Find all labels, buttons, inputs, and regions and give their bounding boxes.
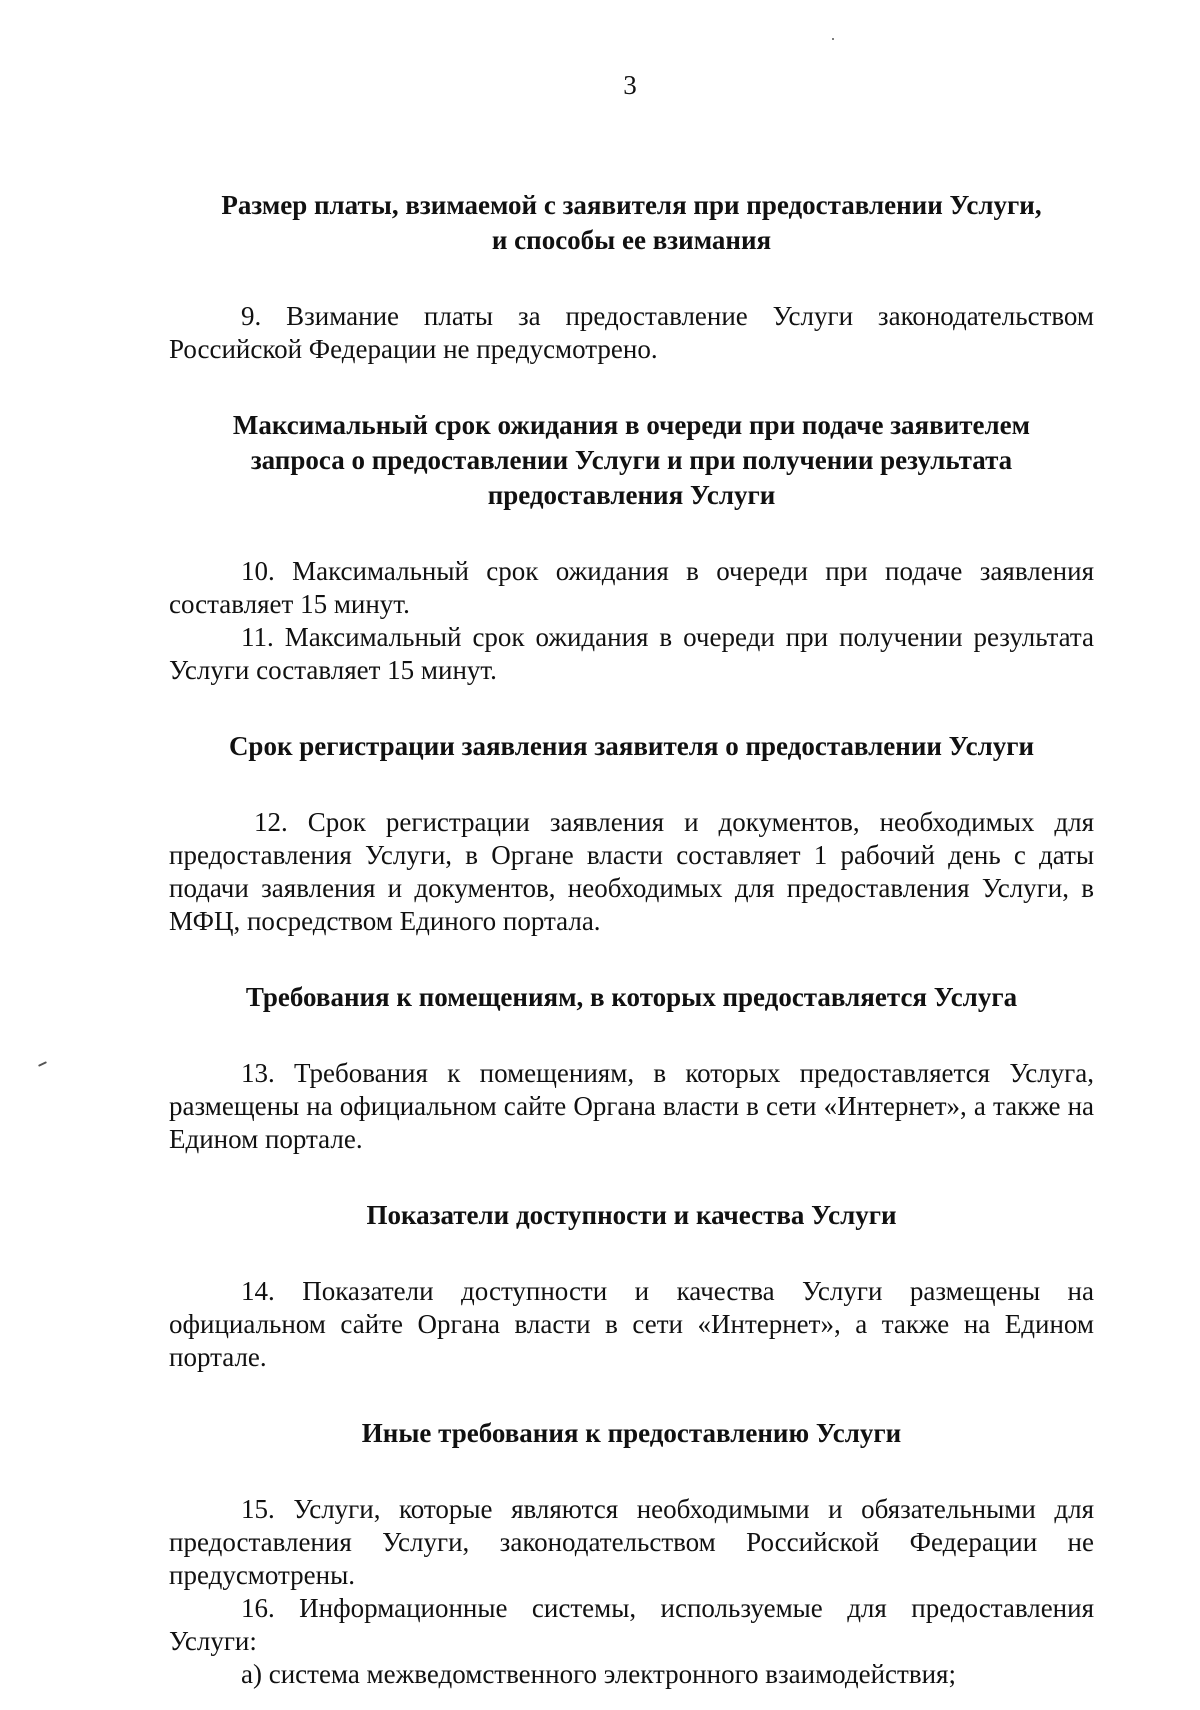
section-fee [169,188,1094,366]
list-item-a: а) система межведомственного электронного взаимодействия; [241,1659,956,1689]
paragraph-9: 9. Взимание платы за предоставление Услуги законодательством Российской Федерации не предусмотрено. [169,301,1094,364]
section-premises [169,980,1094,1156]
paragraph-11: 11. Максимальный срок ожидания в очереди при получении результата Услуги составляет 15 минут. [169,622,1094,685]
section-heading: Размер платы, взимаемой с заявителя при предоставлении Услуги, и способы ее взимания [221,190,1042,255]
section-other-requirements [169,1416,1094,1691]
paragraph-10: 10. Максимальный срок ожидания в очереди при подаче заявления составляет 15 минут. [169,556,1094,619]
scan-speck [38,1061,47,1067]
section-heading: Требования к помещениям, в которых предоставляется Услуга [245,982,1018,1012]
page-number: 3 [623,70,637,100]
paragraph-16: 16. Информационные системы, используемые для предоставления Услуги: [169,1593,1094,1656]
section-queue-time [169,408,1094,687]
paragraph-13: 13. Требования к помещениям, в которых предоставляется Услуга, размещены на официальном сайте Органа власти в сети «Интернет», а также на Едином портале. [169,1058,1094,1154]
section-heading: Иные требования к предоставлению Услуги [361,1418,902,1448]
document-body [169,188,1094,1691]
section-registration [169,729,1094,938]
section-heading: Срок регистрации заявления заявителя о предоставлении Услуги [228,731,1035,761]
paragraph-14: 14. Показатели доступности и качества Услуги размещены на официальном сайте Органа власти в сети «Интернет», а также на Едином портале. [169,1276,1094,1372]
section-heading: Показатели доступности и качества Услуги [366,1200,897,1230]
paragraph-12: 12. Срок регистрации заявления и документов, необходимых для предоставления Услуги, в Органе власти составляет 1 рабочий день с даты подачи заявления и документов, необходимых для предоставления Услуги, в МФЦ, посредством Единого портала. [169,807,1094,936]
section-accessibility [169,1198,1094,1374]
section-heading: Максимальный срок ожидания в очереди при подаче заявителем запроса о предоставлении Услуги и при получении результата предоставления Услуги [232,410,1031,510]
paragraph-15: 15. Услуги, которые являются необходимыми и обязательными для предоставления Услуги, законодательством Российской Федерации не предусмотрены. [169,1494,1094,1590]
scan-speck [832,38,834,40]
